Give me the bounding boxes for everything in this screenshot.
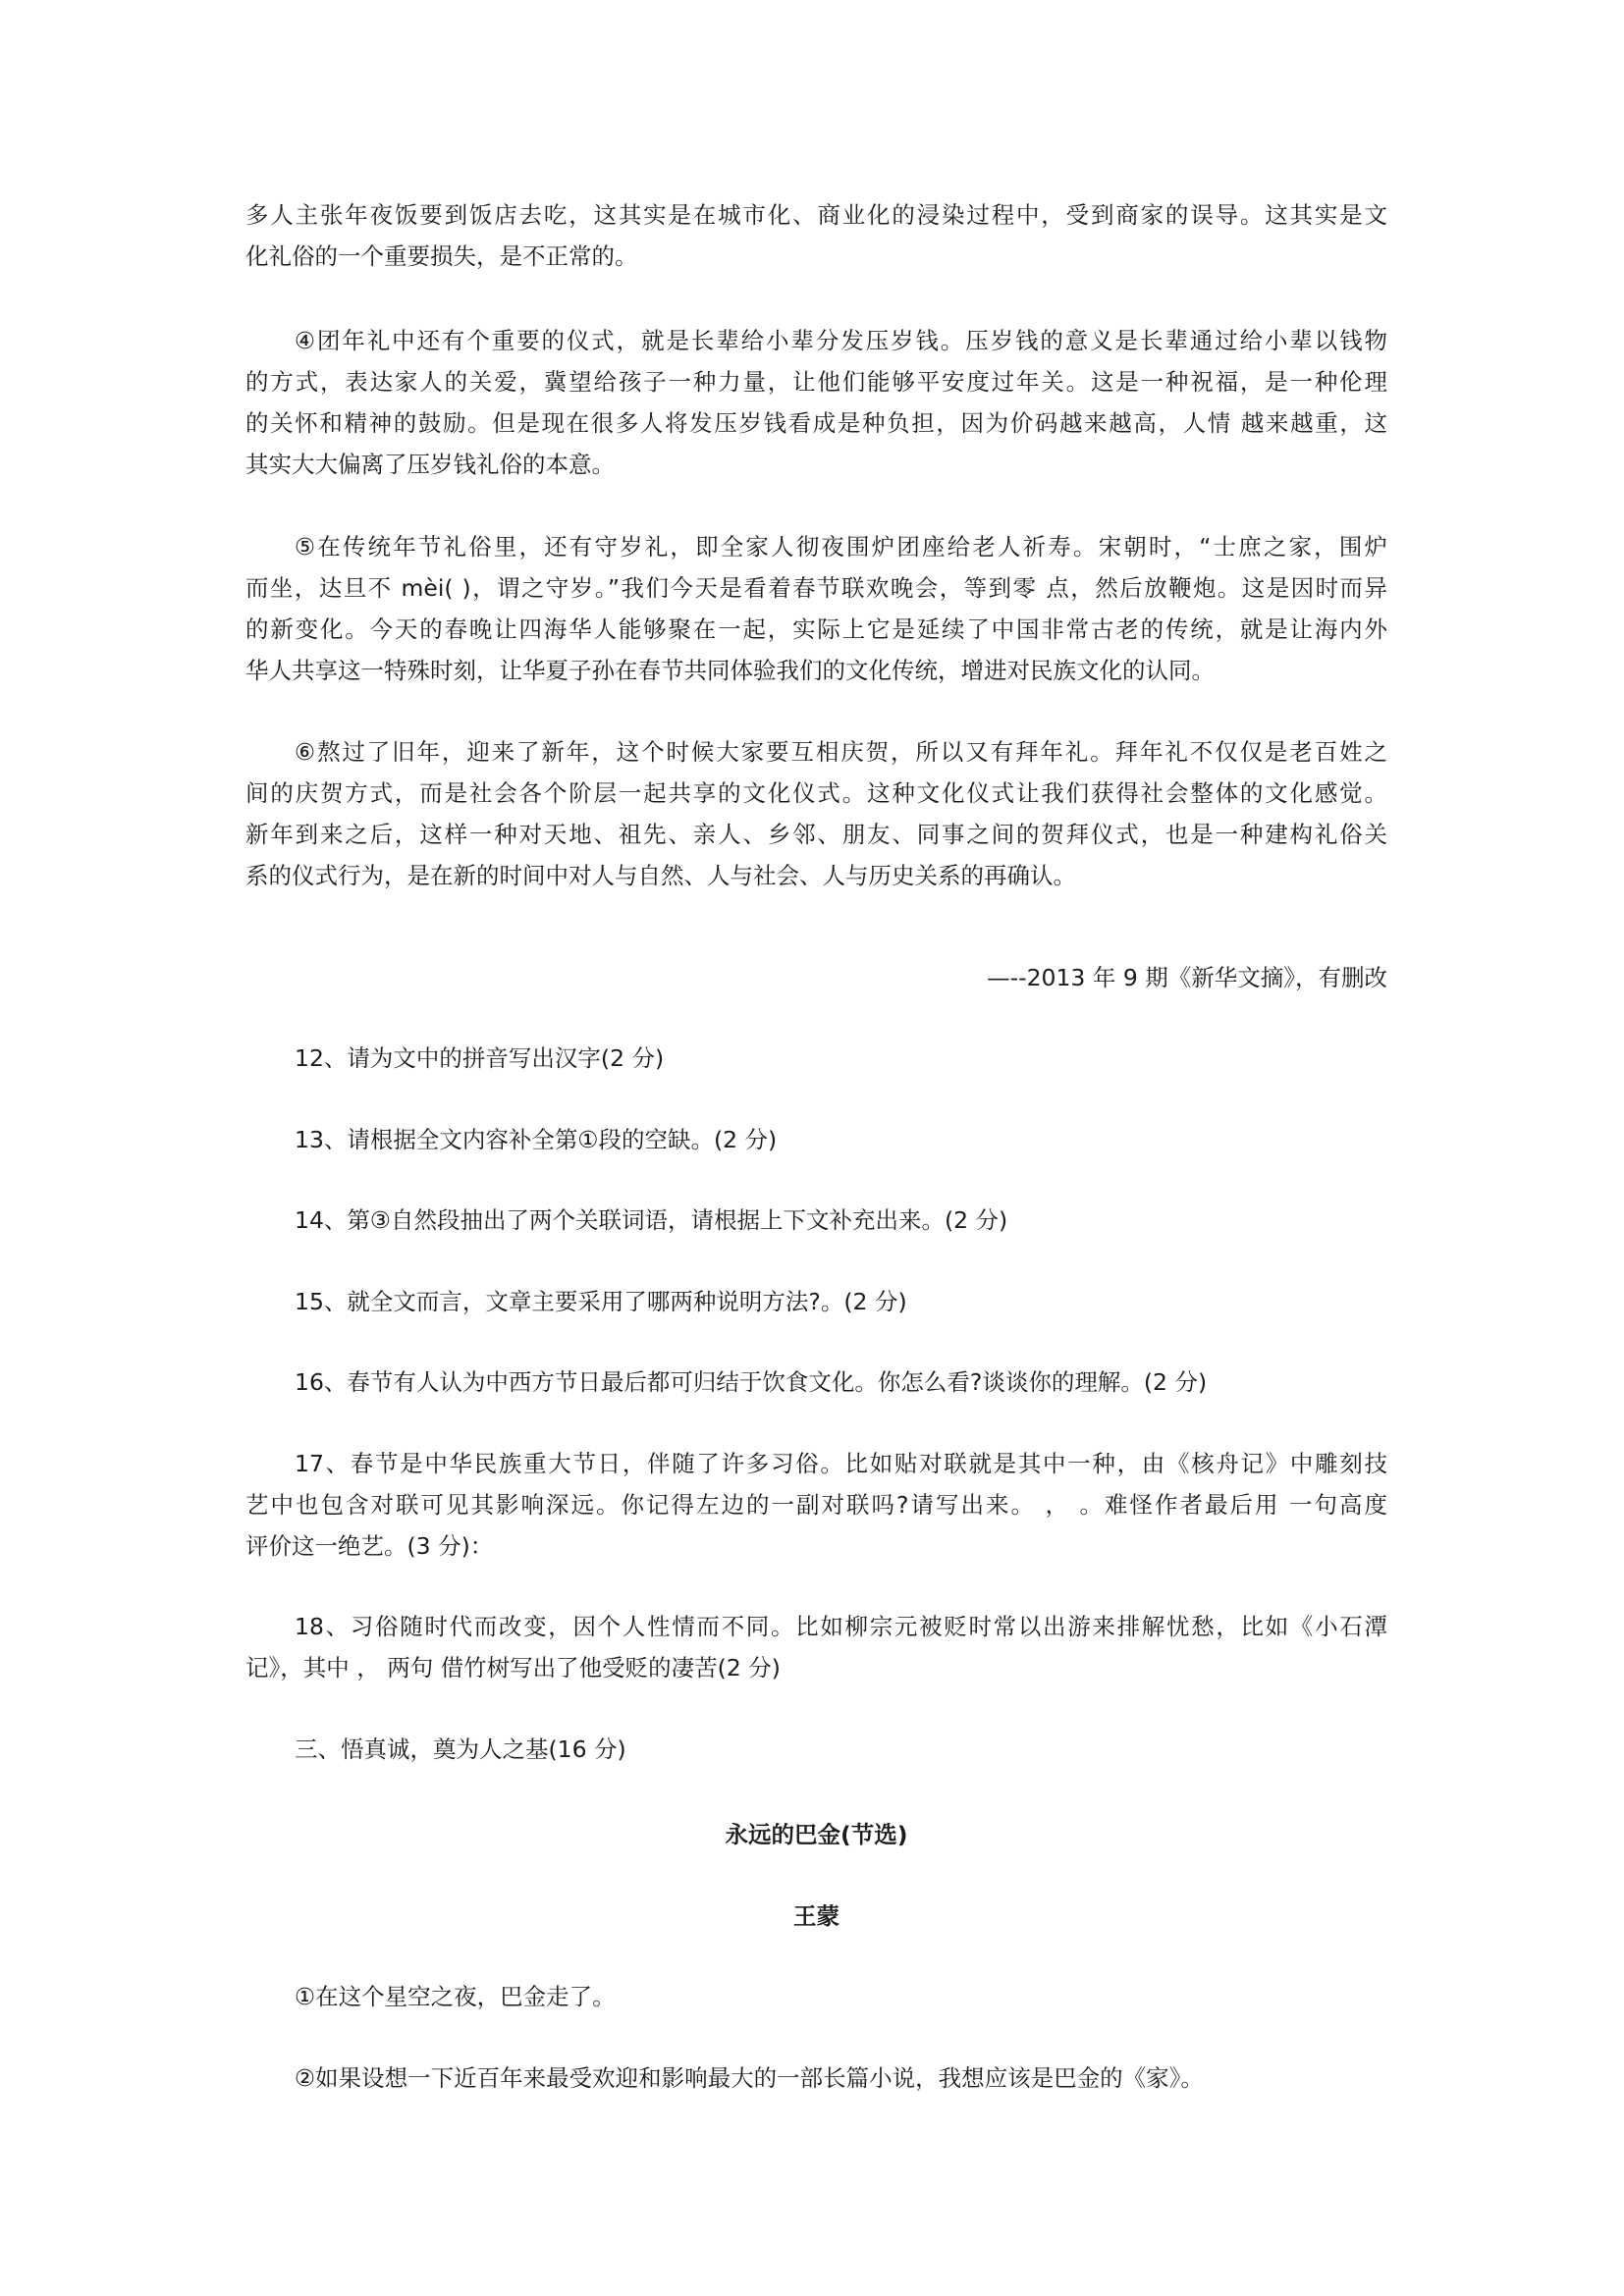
text-line: ⑤在传统年节礼俗里，还有守岁礼，即全家人彻夜围炉团座给老人祈寿。宋朝时，“士庶之家，围炉 [295, 533, 1387, 561]
paragraph-continuation [245, 194, 1387, 277]
text-line: 18、习俗随时代而改变，因个人性情而不同。比如柳宗元被贬时常以出游来排解忧愁，比如《小石潭 [295, 1613, 1387, 1640]
text-line: 的方式，表达家人的关爱，冀望给孩子一种力量，让他们能够平安度过年关。这是一种祝福，是一种伦理 [245, 368, 1387, 396]
text-line: 系的仪式行为，是在新的时间中对人与自然、人与社会、人与历史关系的再确认。 [245, 862, 1076, 889]
text-line: ④团年礼中还有个重要的仪式，就是长辈给小辈分发压岁钱。压岁钱的意义是长辈通过给小辈以钱物 [295, 327, 1387, 354]
text-line: 而坐，达旦不 mèi( )，谓之守岁。”我们今天是看着春节联欢晚会，等到零 点，然后放鞭炮。这是因时而异 [245, 574, 1387, 602]
text-line: 17、春节是中华民族重大节日，伴随了许多习俗。比如贴对联就是其中一种，由《核舟记》中雕刻技 [295, 1450, 1387, 1477]
text-line: 艺中也包含对联可见其影响深远。你记得左边的一副对联吗?请写出来。 ， 。难怪作者最后用 一句高度 [245, 1491, 1387, 1519]
text-line: 评价这一绝艺。(3 分)： [245, 1532, 494, 1560]
question-18 [245, 1606, 1387, 1688]
text-line: 的新变化。今天的春晚让四海华人能够聚在一起，实际上它是延续了中国非常古老的传统，就是让海内外 [245, 615, 1387, 643]
text-line: 化礼俗的一个重要损失，是不正常的。 [245, 242, 638, 270]
article-title: 永远的巴金(节选) [725, 1821, 908, 1848]
question-15: 15、就全文而言，文章主要采用了哪两种说明方法?。(2 分) [295, 1288, 907, 1315]
paragraph-5 [245, 526, 1387, 691]
text-line: 其实大大偏离了压岁钱礼俗的本意。 [245, 451, 615, 478]
text-line: 记》，其中 ， 两句 借竹树写出了他受贬的凄苦(2 分) [245, 1654, 781, 1682]
article-author: 王蒙 [793, 1902, 839, 1930]
section-heading: 三、悟真诚，奠为人之基(16 分) [295, 1735, 626, 1763]
text-line: 多人主张年夜饭要到饭店去吃，这其实是在城市化、商业化的浸染过程中，受到商家的误导。这其实是文 [245, 201, 1387, 229]
article-paragraph-1: ①在这个星空之夜，巴金走了。 [295, 1983, 616, 2010]
source-citation: —--2013 年 9 期《新华文摘》，有删改 [987, 964, 1387, 991]
question-16: 16、春节有人认为中西方节日最后都可归结于饮食文化。你怎么看?谈谈你的理解。(2 分) [295, 1368, 1208, 1396]
paragraph-6 [245, 731, 1387, 896]
question-12: 12、请为文中的拼音写出汉字(2 分) [295, 1044, 665, 1072]
question-14: 14、第③自然段抽出了两个关联词语，请根据上下文补充出来。(2 分) [295, 1206, 1008, 1234]
paragraph-4 [245, 320, 1387, 485]
article-paragraph-2: ②如果设想一下近百年来最受欢迎和影响最大的一部长篇小说，我想应该是巴金的《家》。 [295, 2064, 1204, 2092]
text-line: 新年到来之后，这样一种对天地、祖先、亲人、乡邻、朋友、同事之间的贺拜仪式，也是一种建构礼俗关 [245, 821, 1387, 848]
question-13: 13、请根据全文内容补全第①段的空缺。(2 分) [295, 1126, 778, 1153]
question-17 [245, 1443, 1387, 1567]
text-line: ⑥熬过了旧年，迎来了新年，这个时候大家要互相庆贺，所以又有拜年礼。拜年礼不仅仅是老百姓之 [295, 738, 1387, 766]
text-line: 的关怀和精神的鼓励。但是现在很多人将发压岁钱看成是种负担，因为价码越来越高，人情 越来越重，这 [245, 409, 1387, 437]
text-line: 间的庆贺方式，而是社会各个阶层一起共享的文化仪式。这种文化仪式让我们获得社会整体的文化感觉。 [245, 779, 1387, 807]
text-line: 华人共享这一特殊时刻，让华夏子孙在春节共同体验我们的文化传统，增进对民族文化的认同。 [245, 657, 1215, 684]
